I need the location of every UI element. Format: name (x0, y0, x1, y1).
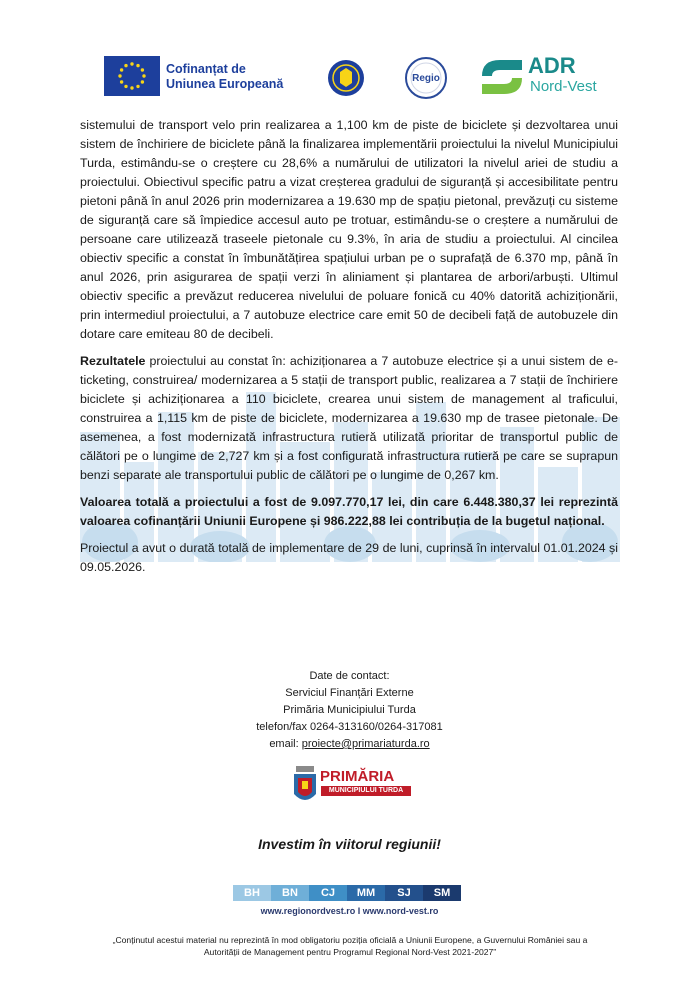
eu-text-line1: Cofinanțat de (166, 62, 246, 76)
romanian-government-crest-icon (326, 56, 366, 100)
region-bn: BN (271, 885, 309, 901)
regio-logo-icon (404, 56, 448, 100)
header-logos (0, 52, 699, 108)
region-sm: SM (423, 885, 461, 901)
regions-bar (233, 885, 461, 901)
disclaimer: „Conținutul acestui material nu reprezintă în mod obligatoriu poziția oficială a Uniunii Europene, a Guvernului României sau a Autorității de Management pentru Programul Regional Nord-Vest 2021-2027” (112, 935, 588, 957)
web-links: www.regionordvest.ro I www.nord-vest.ro (260, 906, 439, 916)
primaria-title: PRIMĂRIA (320, 768, 395, 785)
adr-name: ADR (528, 53, 576, 78)
contact-department: Serviciul Finanțări Externe (285, 687, 414, 699)
adr-region: Nord-Vest (530, 78, 597, 95)
article-body (80, 116, 618, 585)
turda-coat-of-arms-icon (292, 764, 318, 808)
adr-symbol-icon (478, 56, 526, 98)
results-text: proiectului au constat în: achiziționarea a 7 autobuze electrice și a unui sistem de e-ticketing, construirea/ modernizarea a 5 stații de transport public, realizarea a 7 stații de închiriere biciclete și achiziționarea a 110 biciclete, crearea unui sistem de management al traficului, construirea a 1,115 km de piste de biciclete, modernizarea a 19.630 mp de trasee pietonale. De asemenea, a fost modernizată infrastructura rutieră utilizată prioritar de transportul public de călători pe o lungime de 2,727 km și a fost configurată infrastructura rutieră pe care se suprapun benzi separate ale transportului public de călători pe o lungime de 0,267 km. (80, 354, 618, 482)
region-sj: SJ (385, 885, 423, 901)
regio-label: Regio (412, 73, 440, 84)
contact-phone: telefon/fax 0264-313160/0264-317081 (256, 721, 443, 733)
contact-heading: Date de contact: (309, 670, 390, 682)
region-bh: BH (233, 885, 271, 901)
slogan: Investim în viitorul regiunii! (258, 836, 441, 852)
eu-flag-icon (104, 56, 160, 96)
eu-text-line2: Uniunea Europeană (166, 77, 284, 91)
paragraph-duration: Proiectul a avut o durată totală de implementare de 29 de luni, cuprinsă în intervalul 01.01.2024 și 09.05.2026. (80, 541, 618, 574)
email-link[interactable]: proiecte@primariaturda.ro (301, 738, 430, 750)
results-lead: Rezultatele (80, 354, 146, 368)
contact-email-line (0, 736, 699, 753)
eu-cofinance-label (166, 62, 283, 92)
contact-institution: Primăria Municipiului Turda (283, 704, 416, 716)
paragraph-results (80, 352, 618, 485)
email-label: email: (269, 738, 302, 750)
region-cj: CJ (309, 885, 347, 901)
contact-block (0, 668, 699, 753)
paragraph-total-value: Valoarea totală a proiectului a fost de 9.097.770,17 lei, din care 6.448.380,37 lei reprezintă valoarea cofinanțării Uniunii Europene și 986.222,88 lei contribuția de la bugetul național. (80, 495, 618, 528)
paragraph-objectives: sistemului de transport velo prin realizarea a 1,100 km de piste de biciclete și dezvoltarea unui sistem de închiriere de biciclete până la finalizarea implementării proiectului la nivelul Municipiului Turda, estimându-se o creștere cu 28,6% a numărului de utilizatori la nivelul ariei de studiu a proiectului. Obiectivul specific patru a vizat creșterea gradului de siguranță și accesibilitate pentru pietoni până în anul 2026 prin modernizarea a 19.630 mp de spațiu pietonal, prevăzuți cu sisteme de siguranță care să împiedice accesul auto pe trotuar, estimându-se o creștere a numărului de persoane care utilizează traseele pietonale cu 9.3%, în aria de studiu a proiectului. Al cincilea obiectiv specific a constat în îmbunătățirea spațiului urban pe o suprafață de 6.370 mp, până în anul 2026, prin asigurarea de spații verzi în aliniament și plantarea de arbori/arbuști. Ultimul obiectiv specific a prevăzut reducerea nivelului de poluare fonică cu 40% datorită achiziționării, prin intermediul proiectului, a 7 autobuze electrice care emit 50 de decibeli față de autobuzele din dotare care emiteau 80 de decibeli. (80, 118, 618, 341)
region-mm: MM (347, 885, 385, 901)
primaria-subtitle: MUNICIPIULUI TURDA (321, 786, 411, 796)
